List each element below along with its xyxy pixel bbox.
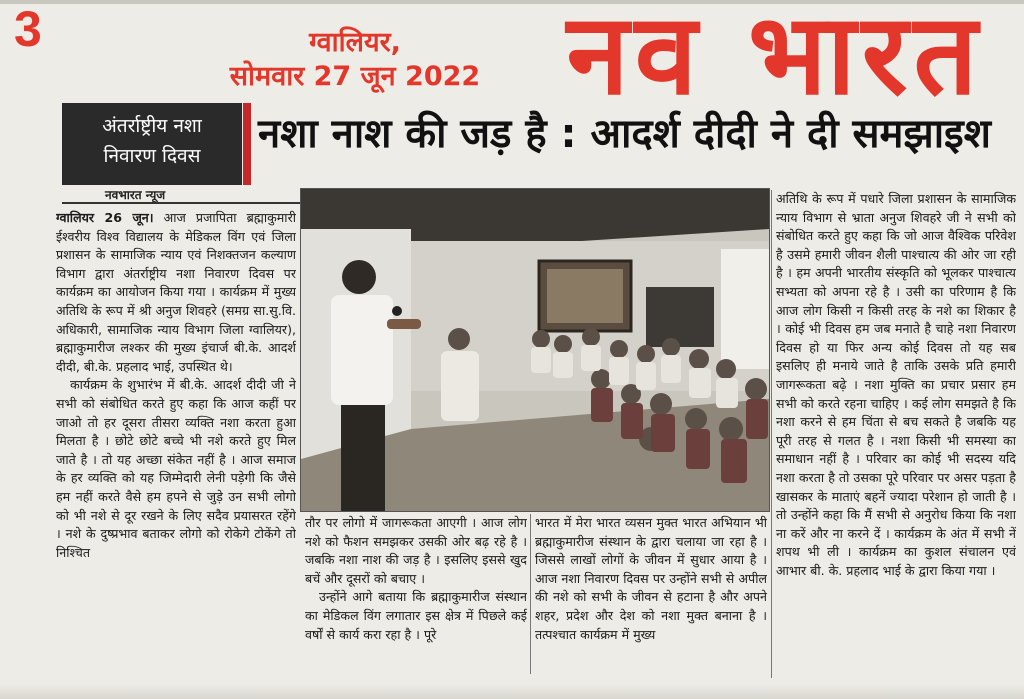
dateline-date: सोमवार 27 जून 2022 (229, 61, 481, 92)
event-photo-illustration (301, 189, 769, 511)
article-column-2 (305, 514, 527, 674)
page-number: 3 (14, 1, 42, 57)
column-1-paragraph-1 (56, 209, 296, 376)
section-label-line2: निवारण दिवस (103, 145, 201, 167)
column-2-paragraph-2: उन्होंने आगे बताया कि ब्रह्माकुमारीज संस्थान का मेडिकल विंग लगातार इस क्षेत्र में पिछले कई वर्षों से कार्य करा रहा है । पूरे (305, 589, 527, 642)
column-divider (530, 514, 531, 674)
article-column-3 (535, 514, 767, 674)
section-label (62, 103, 242, 185)
newspaper-masthead: नव भारत (566, 0, 984, 120)
column-divider (771, 190, 772, 678)
column-1-paragraph-2: कार्यक्रम के शुभारंभ में बी.के. आदर्श दीदी जी ने सभी को संबोधित करते हुए कहा कि आज कहीं पर जाओ तो हर दूसरा तीसरा व्यक्ति नशा करता हुआ मिलता है । छोटे छोटे बच्चे भी नशे करते हुए मिल जाते है । तो यह अच्छा संकेत नहीं है । आज समाज के हर व्यक्ति को यह जिम्मेदारी लेनी पड़ेगी कि जैसे हम नहीं करते वैसे हम हपने से जुड़े उन सभी लोगो को भी नशे से दूर रखने के लिए सदैव प्रयासरत रहेंगे । नशे के दुष्प्रभाव बताकर लोगो को रोकेगे टोकेंगे तो निश्चित (56, 377, 296, 560)
article-column-1 (56, 209, 296, 689)
article-dateline-lead: ग्वालियर 26 जून। (56, 210, 154, 225)
article-column-4 (776, 190, 1016, 685)
event-photo (300, 188, 770, 512)
dateline (205, 26, 505, 94)
column-1-paragraph-1-text: आज प्रजापिता ब्रह्माकुमारी ईश्वरीय विश्व विद्यालय के मेडिकल विंग एवं जिला प्रशासन के सामाजिक न्याय एवं निशक्तजन कल्याण विभाग द्वारा अंतर्राष्ट्रीय नशा निवारण दिवस पर कार्यक्रम का आयोजन किया गया । कार्यक्रम में मुख्य अतिथि के रूप में श्री अनुज शिवहरे (समग्र सा.सु.वि. अधिकारी, सामाजिक न्याय विभाग जिला ग्वालियर), ब्रह्माकुमारीज लश्कर की मुख्य इंचार्ज बी.के. आदर्श दीदी, बी.के. प्रहलाद भाई, उपस्थित थे। (56, 210, 296, 374)
page-bottom-edge (0, 684, 1024, 699)
dateline-city: ग्वालियर, (309, 27, 401, 58)
column-2-paragraph-1: तौर पर लोगो में जागरूकता आएगी । आज लोग नशे को फैशन समझकर उसकी ओर बढ़ रहे है । जबकि नशा नाश की जड़ है । इसलिए इससे खुद बचें और दूसरों को बचाए । (305, 515, 527, 586)
column-4-paragraph-1: अतिथि के रूप में पधारे जिला प्रशासन के सामाजिक न्याय विभाग से भ्राता अनुज शिवहरे जी ने सभी को संबोधित करते हुए कहा कि जो आज वैश्विक परिवेश है उसमे हमारी जीवन शैली पाश्चात्य की ओर जा रही है । हम अपनी भारतीय संस्कृति को भूलकर पाश्चात्य सभ्यता को अपना रहे है । उसी का परिणाम है कि आज लोग किसी न किसी तरह के नशे का शिकार है । कोई भी दिवस हम जब मनाते है चाहे नशा निवारण दिवस हो या फिर अन्य कोई दिवस तो यह सब इसलिए ही मनाये जाते है ताकि उसके प्रति हमारी जागरूकता बढ़े । नशा मुक्ति का प्रचार प्रसार हम सभी को करते रहना चाहिए । कई लोग समझते है कि नशा करने से हम चिंता से बच सकते है जबकि यह पूरी तरह से गलत है । नशा किसी भी समस्या का समाधान नहीं है । परिवार का कोई भी सदस्य यदि नशा करता है तो उसका पूरे परिवार पर असर पड़ता है खासकर के माताएं बहनें ज्यादा परेशान हो जाती है । तो उन्होंने कहा कि मैं सभी से अनुरोध किया कि नशा ना करें और ना करने दें । कार्यक्रम के अंत में सभी नें शपथ भी ली । कार्यक्रम का कुशल संचालन एवं आभार बी. के. प्रहलाद भाई के द्वारा किया गया । (776, 191, 1016, 578)
article-headline: नशा नाश की जड़ है : आदर्श दीदी ने दी समझाइश (258, 111, 991, 157)
article-byline: नवभारत न्यूज (105, 188, 166, 202)
section-label-accent (243, 103, 251, 185)
byline-rule (62, 202, 302, 204)
column-3-paragraph-1: भारत में मेरा भारत व्यसन मुक्त भारत अभियान भी ब्रह्माकुमारीज संस्थान के द्वारा चलाया जा रहा है । जिससे लाखों लोगों के जीवन में सुधार आया है । आज नशा निवारण दिवस पर उन्होंने सभी से अपील की नशे को सभी के जीवन से हटाना है और अपने शहर, प्रदेश और देश को नशा मुक्त बनाना है । तत्पश्चात कार्यक्रम में मुख्य (535, 515, 767, 642)
section-label-line1: अंतर्राष्ट्रीय नशा (102, 115, 202, 137)
